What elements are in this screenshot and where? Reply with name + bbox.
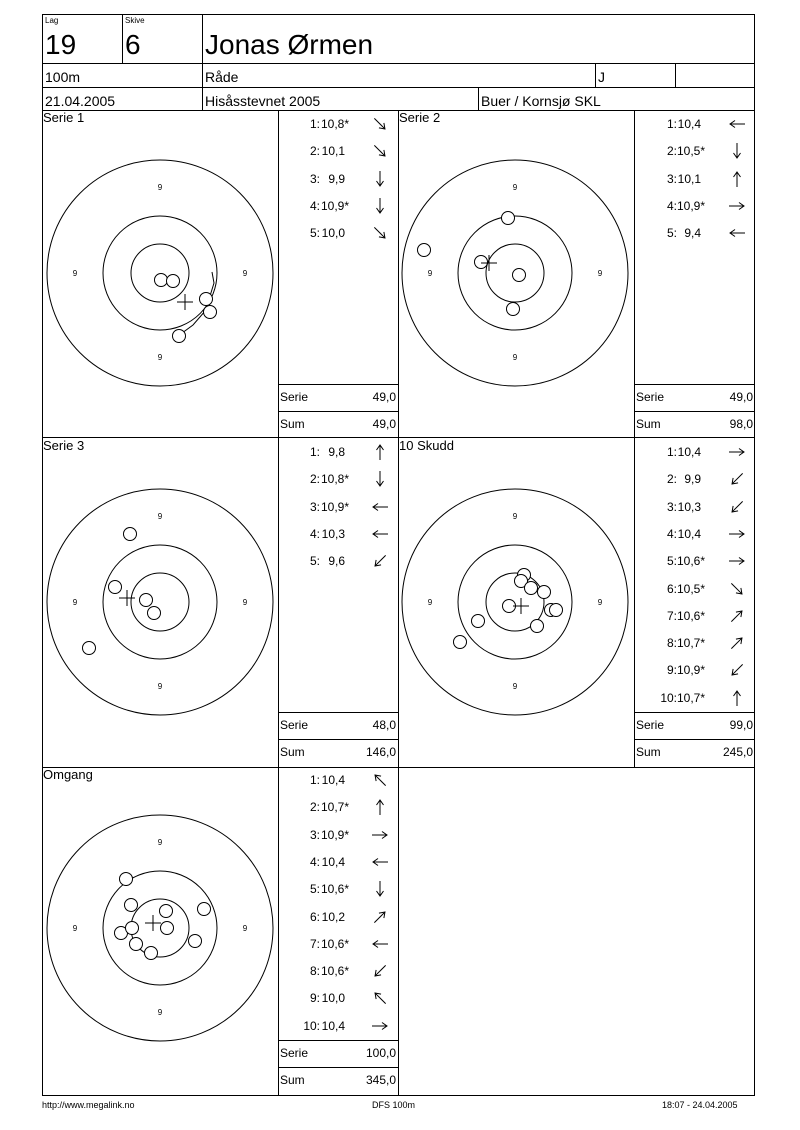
shot-value: 10,9* [677, 663, 706, 678]
shot-hole [502, 212, 515, 225]
direction-arrow-icon [728, 498, 746, 516]
ring-label: 9 [157, 682, 163, 691]
shot-row [279, 937, 398, 953]
serie-total-value: 49,0 [729, 390, 753, 404]
panel-title: Serie 1 [43, 110, 85, 125]
shot-value: 10,5* [677, 144, 706, 159]
shot-hole [130, 938, 143, 951]
shot-row [635, 554, 755, 570]
shot-list [635, 112, 755, 384]
shot-row [635, 663, 755, 679]
panel-title: Omgang [43, 767, 93, 782]
serie-total-label: Serie [280, 390, 309, 404]
ring-label: 9 [427, 269, 433, 278]
shot-value: 10,1 [677, 171, 701, 186]
shot-row [279, 773, 398, 789]
shot-number: 9: [666, 663, 677, 678]
class: J [598, 69, 605, 85]
shot-value: 10,7* [677, 636, 706, 651]
serie-total-value: 48,0 [372, 718, 396, 732]
shot-number: 6: [666, 581, 677, 596]
shot-number: 4: [666, 526, 677, 541]
shot-row [635, 500, 755, 516]
shot-value: 10,6* [321, 964, 350, 979]
shot-number: 3: [309, 171, 320, 186]
shot-value: 10,2 [321, 909, 345, 924]
shot-number: 5: [309, 226, 320, 241]
shot-value: 10,4 [677, 117, 701, 131]
sum-total-label: Sum [280, 745, 305, 759]
shot-number: 3: [666, 499, 677, 514]
direction-arrow-icon [371, 552, 389, 570]
shot-number: 10: [303, 1018, 320, 1033]
shot-hole [198, 903, 211, 916]
shot-number: 4: [309, 198, 320, 213]
sum-total-label: Sum [636, 417, 661, 431]
shot-number: 3: [309, 827, 320, 842]
shot-number: 1: [666, 445, 677, 459]
shot-row [635, 199, 755, 215]
shot-hole [418, 244, 431, 257]
shot-hole [173, 330, 186, 343]
shot-hole [148, 607, 161, 620]
skive-label: Skive [125, 16, 145, 25]
ring-label: 9 [72, 924, 78, 933]
shot-number: 2: [309, 800, 320, 815]
direction-arrow-icon [728, 142, 746, 160]
serie-total-label: Serie [280, 718, 309, 732]
target-ring [131, 244, 189, 302]
shot-row [635, 117, 755, 133]
sum-total-label: Sum [636, 745, 661, 759]
shot-row [279, 445, 398, 461]
shot-value: 10,7* [677, 690, 706, 705]
shot-row [279, 172, 398, 188]
shot-number: 1: [309, 773, 320, 787]
direction-arrow-icon [371, 798, 389, 816]
shot-number: 4: [309, 526, 320, 541]
ring-label: 9 [72, 598, 78, 607]
direction-arrow-icon [728, 634, 746, 652]
direction-arrow-icon [728, 661, 746, 679]
mean-point-cross [513, 598, 529, 614]
shot-hole [204, 306, 217, 319]
direction-arrow-icon [728, 689, 746, 707]
shot-number: 5: [309, 882, 320, 897]
ring-label: 9 [242, 924, 248, 933]
lag-value: 19 [45, 29, 77, 60]
shot-number: 8: [309, 964, 320, 979]
shot-number: 2: [666, 472, 677, 487]
shot-list [279, 440, 398, 712]
ring-label: 9 [597, 269, 603, 278]
direction-arrow-icon [371, 197, 389, 215]
sum-total-value: 345,0 [365, 1073, 396, 1087]
skive-value: 6 [125, 29, 141, 60]
serie-total-value: 100,0 [365, 1046, 396, 1060]
shot-row [279, 964, 398, 980]
serie-total-label: Serie [636, 718, 665, 732]
shot-hole [167, 275, 180, 288]
shot-hole [538, 586, 551, 599]
shot-value: 10,4 [321, 854, 345, 869]
direction-arrow-icon [371, 908, 389, 926]
shot-hole [161, 922, 174, 935]
shot-hole [124, 528, 137, 541]
shot-hole [454, 636, 467, 649]
ring-label: 9 [242, 598, 248, 607]
shot-row [279, 226, 398, 242]
shot-row [635, 445, 755, 461]
shot-row [635, 636, 755, 652]
ring-label: 9 [157, 512, 163, 521]
shot-number: 2: [666, 144, 677, 159]
shot-value: 10,6* [677, 608, 706, 623]
shot-number: 9: [309, 991, 320, 1006]
shot-hole [189, 935, 202, 948]
shot-value: 10,4 [677, 445, 701, 459]
direction-arrow-icon [371, 170, 389, 188]
shot-number: 10: [660, 690, 677, 705]
club-name: Buer / Kornsjø SKL [481, 93, 601, 109]
shot-value: 10,6* [321, 882, 350, 897]
ring-label: 9 [427, 598, 433, 607]
shot-value: 10,0 [321, 991, 345, 1006]
ring-label: 9 [72, 269, 78, 278]
shot-hole [513, 269, 526, 282]
shot-row [635, 582, 755, 598]
shot-value: 10,5* [677, 581, 706, 596]
serie-total-value: 49,0 [372, 390, 396, 404]
shot-hole [525, 582, 538, 595]
target-serie-3 [43, 440, 277, 764]
direction-arrow-icon [371, 498, 389, 516]
panel-title: Serie 3 [43, 438, 85, 453]
shot-row [279, 144, 398, 160]
direction-arrow-icon [371, 826, 389, 844]
direction-arrow-icon [371, 989, 389, 1007]
direction-arrow-icon [728, 443, 746, 461]
direction-arrow-icon [728, 197, 746, 215]
shot-row [279, 910, 398, 926]
ring-label: 9 [242, 269, 248, 278]
shot-row [279, 554, 398, 570]
sum-total-value: 146,0 [365, 745, 396, 759]
shot-number: 1: [666, 117, 677, 131]
target-omgang [43, 769, 277, 1093]
shot-number: 4: [666, 198, 677, 213]
direction-arrow-icon [728, 580, 746, 598]
shot-row [635, 226, 755, 242]
shot-value: 10,6* [321, 936, 350, 951]
shot-row [279, 991, 398, 1007]
footer-url[interactable]: http://www.megalink.no [42, 1100, 135, 1110]
shot-number: 6: [309, 909, 320, 924]
shot-row [279, 1019, 398, 1035]
shot-value: 9,6 [328, 554, 345, 569]
sum-total-label: Sum [280, 417, 305, 431]
direction-arrow-icon [371, 115, 389, 133]
direction-arrow-icon [728, 470, 746, 488]
shot-number: 2: [309, 144, 320, 159]
shot-value: 10,8* [321, 117, 350, 131]
shot-hole [125, 899, 138, 912]
footer-program: DFS 100m [372, 1100, 416, 1110]
shot-hole [83, 642, 96, 655]
ring-label: 9 [157, 353, 163, 362]
shot-value: 10,4 [321, 773, 345, 787]
ring-label: 9 [512, 682, 518, 691]
shot-value: 10,9* [321, 198, 350, 213]
shot-hole [200, 293, 213, 306]
shot-row [279, 882, 398, 898]
shot-value: 10,7* [321, 800, 350, 815]
shot-row [635, 527, 755, 543]
direction-arrow-icon [728, 170, 746, 188]
direction-arrow-icon [371, 853, 389, 871]
sum-total-label: Sum [280, 1073, 305, 1087]
shot-number: 8: [666, 636, 677, 651]
shot-row [279, 855, 398, 871]
shot-row [279, 472, 398, 488]
ring-label: 9 [157, 838, 163, 847]
shot-hole [145, 947, 158, 960]
direction-arrow-icon [371, 443, 389, 461]
shot-value: 10,3 [321, 526, 345, 541]
shot-value: 9,9 [328, 171, 345, 186]
lag-label: Lag [45, 16, 59, 25]
ring-label: 9 [512, 183, 518, 192]
shot-value: 10,6* [677, 554, 706, 569]
shot-list [279, 768, 398, 1040]
direction-arrow-icon [728, 525, 746, 543]
shot-value: 10,9* [677, 198, 706, 213]
shot-number: 5: [666, 554, 677, 569]
shot-list [635, 440, 755, 712]
direction-arrow-icon [728, 115, 746, 133]
target-serie-2 [399, 112, 633, 436]
shot-hole [155, 274, 168, 287]
ring-label: 9 [157, 1008, 163, 1017]
shot-row [279, 117, 398, 133]
date: 21.04.2005 [45, 93, 116, 109]
shot-row [635, 172, 755, 188]
shot-value: 9,4 [684, 226, 701, 241]
direction-arrow-icon [728, 552, 746, 570]
shot-row [279, 828, 398, 844]
shot-row [279, 199, 398, 215]
direction-arrow-icon [371, 962, 389, 980]
sum-total-value: 49,0 [372, 417, 396, 431]
direction-arrow-icon [371, 771, 389, 789]
shot-value: 10,0 [321, 226, 345, 241]
shot-value: 10,8* [321, 472, 350, 487]
shot-value: 9,8 [328, 445, 345, 459]
shot-hole [160, 905, 173, 918]
target-ring [458, 545, 572, 659]
ring-label: 9 [597, 598, 603, 607]
ring-label: 9 [512, 353, 518, 362]
shot-number: 3: [309, 499, 320, 514]
ring-label: 9 [157, 183, 163, 192]
shot-row [635, 691, 755, 707]
mean-point-cross [145, 915, 161, 931]
distance: 100m [45, 69, 81, 85]
sum-total-value: 245,0 [722, 745, 753, 759]
direction-arrow-icon [371, 880, 389, 898]
target-10-skudd [399, 440, 633, 764]
shot-number: 4: [309, 854, 320, 869]
direction-arrow-icon [371, 525, 389, 543]
direction-arrow-icon [371, 935, 389, 953]
shot-row [279, 500, 398, 516]
shooter-name: Jonas Ørmen [205, 29, 374, 60]
footer-timestamp: 18:07 - 24.04.2005 [662, 1100, 738, 1110]
shot-number: 5: [666, 226, 677, 241]
ring-label: 9 [512, 512, 518, 521]
direction-arrow-icon [371, 470, 389, 488]
serie-total-label: Serie [280, 1046, 309, 1060]
shot-row [279, 527, 398, 543]
sum-total-value: 98,0 [729, 417, 753, 431]
shot-number: 1: [309, 117, 320, 131]
shot-number: 7: [666, 608, 677, 623]
shot-hole [550, 604, 563, 617]
direction-arrow-icon [371, 1017, 389, 1035]
shot-number: 3: [666, 171, 677, 186]
shot-list [279, 112, 398, 384]
direction-arrow-icon [371, 224, 389, 242]
direction-arrow-icon [371, 142, 389, 160]
shot-value: 10,1 [321, 144, 345, 159]
panel-title: 10 Skudd [399, 438, 454, 453]
shot-hole [140, 594, 153, 607]
shot-row [635, 472, 755, 488]
shot-hole [126, 922, 139, 935]
shot-hole [475, 256, 488, 269]
panel-title: Serie 2 [399, 110, 441, 125]
shot-row [635, 144, 755, 160]
shot-row [279, 800, 398, 816]
shot-row [635, 609, 755, 625]
shot-number: 7: [309, 936, 320, 951]
shot-hole [472, 615, 485, 628]
shot-value: 10,4 [677, 526, 701, 541]
serie-total-value: 99,0 [729, 718, 753, 732]
target-ring [103, 545, 217, 659]
shot-number: 5: [309, 554, 320, 569]
event-name: Hisåsstevnet 2005 [205, 93, 321, 109]
shot-value: 10,4 [321, 1018, 345, 1033]
shot-number: 1: [309, 445, 320, 459]
shot-value: 10,9* [321, 827, 350, 842]
target-ring [103, 216, 217, 330]
shot-number: 2: [309, 472, 320, 487]
shot-hole [507, 303, 520, 316]
shot-hole [531, 620, 544, 633]
shot-hole [109, 581, 122, 594]
mean-point-cross [177, 294, 193, 310]
shot-value: 9,9 [684, 472, 701, 487]
serie-total-label: Serie [636, 390, 665, 404]
shot-value: 10,3 [677, 499, 701, 514]
shot-value: 10,9* [321, 499, 350, 514]
shot-hole [120, 873, 133, 886]
direction-arrow-icon [728, 607, 746, 625]
place: Råde [205, 69, 239, 85]
direction-arrow-icon [728, 224, 746, 242]
target-serie-1 [43, 112, 277, 436]
